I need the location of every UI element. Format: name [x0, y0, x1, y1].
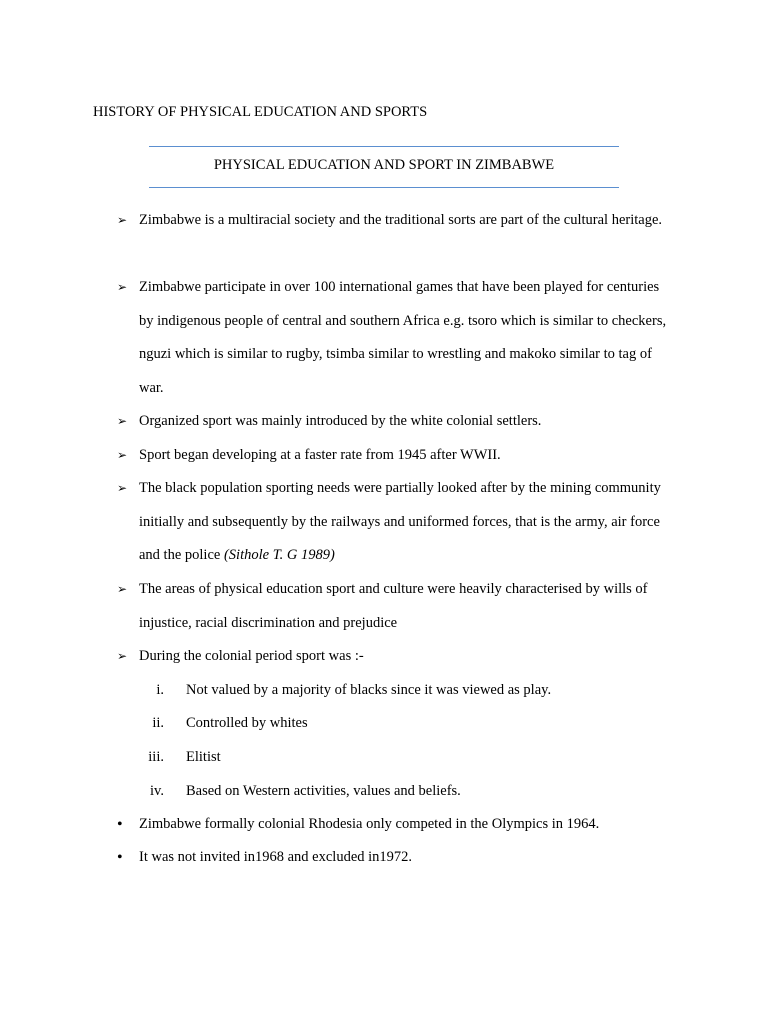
sub-list-item	[140, 707, 660, 741]
sub-list-number: i.	[156, 682, 164, 698]
list-item-text: During the colonial period sport was :-	[139, 648, 364, 664]
list-item-text: Organized sport was mainly introduced by the white colonial settlers.	[139, 413, 542, 429]
list-item	[117, 841, 677, 875]
list-item-text: Zimbabwe formally colonial Rhodesia only competed in the Olympics in 1964.	[139, 816, 600, 832]
list-item-text: Zimbabwe is a multiracial society and the traditional sorts are part of the cultural heritage.	[139, 212, 663, 228]
list-item	[117, 271, 677, 405]
sub-list-number: iv.	[150, 783, 164, 799]
sub-list-number: ii.	[152, 715, 164, 731]
sub-list-text: Elitist	[186, 749, 221, 765]
list-item-text: Zimbabwe participate in over 100 international games that have been played for centuries by indigenous people of central and southern Africa e.g. tsoro which is similar to checkers, nguzi which is similar to rugby, tsimba similar to wrestling and makoko similar to tag of war.	[139, 279, 667, 396]
arrow-bullet-icon: ➢	[117, 649, 128, 663]
sub-list-text: Not valued by a majority of blacks since it was viewed as play.	[186, 682, 552, 698]
sub-list-item	[140, 741, 660, 775]
arrow-bullet-icon: ➢	[117, 414, 128, 428]
list-item	[117, 439, 677, 473]
sub-list-text: Based on Western activities, values and beliefs.	[186, 783, 461, 799]
arrow-bullet-icon: ➢	[117, 280, 128, 294]
sub-list-text: Controlled by whites	[186, 715, 308, 731]
arrow-bullet-icon: ➢	[117, 213, 128, 227]
list-item-text: Sport began developing at a faster rate from 1945 after WWII.	[139, 447, 501, 463]
list-item-text: It was not invited in1968 and excluded in1972.	[139, 849, 413, 865]
list-item	[117, 472, 677, 573]
sub-list-number: iii.	[148, 749, 164, 765]
section-subtitle: PHYSICAL EDUCATION AND SPORT IN ZIMBABWE	[213, 157, 555, 173]
citation: (Sithole T. G 1989)	[223, 547, 335, 563]
list-item-body: The black population sporting needs were partially looked after by the mining community initially and subsequently by the railways and uniformed forces, that is the army, air force and the police	[139, 480, 661, 563]
round-bullet-icon: •	[117, 849, 123, 866]
arrow-bullet-icon: ➢	[117, 448, 128, 462]
list-item	[117, 405, 677, 439]
sub-list-item	[140, 674, 660, 708]
list-item-text: The areas of physical education sport and culture were heavily characterised by wills of injustice, racial discrimination and prejudice	[139, 581, 648, 631]
list-item	[117, 573, 677, 640]
list-item	[117, 808, 677, 842]
round-bullet-icon: •	[117, 816, 123, 833]
sub-list-item	[140, 775, 660, 809]
subtitle-top-rule	[149, 146, 619, 147]
list-item	[117, 204, 677, 238]
list-item	[117, 640, 677, 674]
document-title: HISTORY OF PHYSICAL EDUCATION AND SPORTS	[93, 104, 428, 120]
arrow-bullet-icon: ➢	[117, 582, 128, 596]
subtitle-bottom-rule	[149, 187, 619, 188]
list-item-text	[139, 472, 677, 573]
arrow-bullet-icon: ➢	[117, 481, 128, 495]
